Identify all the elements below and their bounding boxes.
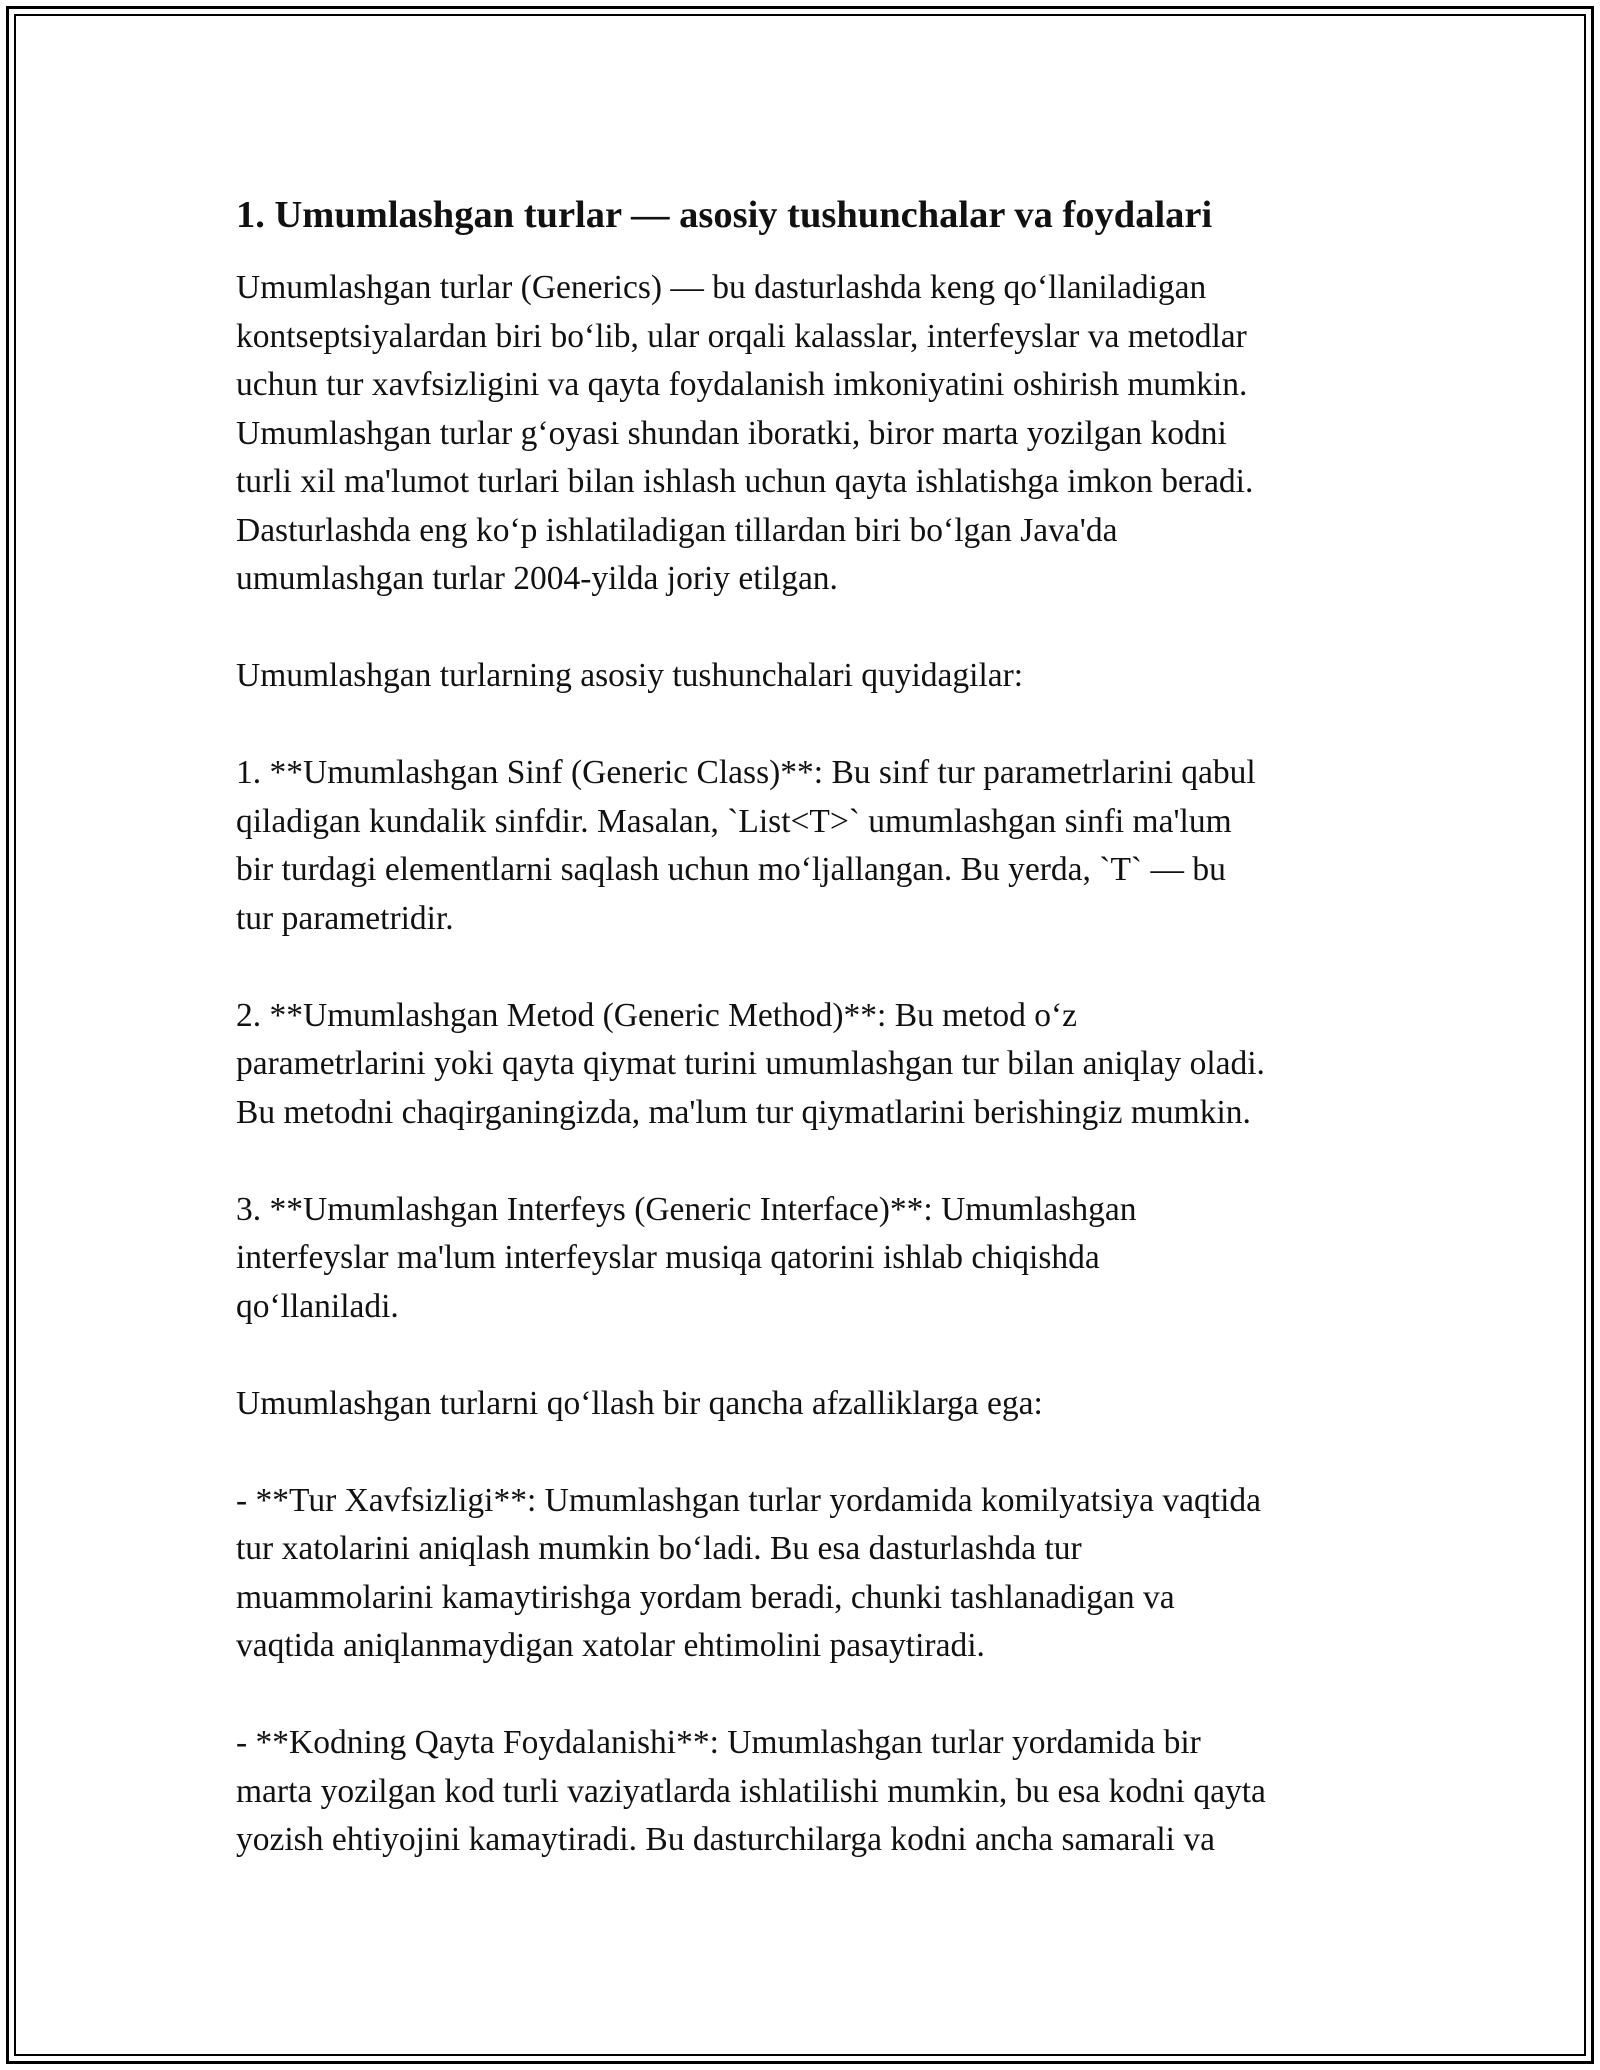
- paragraph-gap: [236, 604, 1376, 653]
- paragraph-gap: [236, 1331, 1376, 1380]
- intro-paragraph: Umumlashgan turlar (Generics) — bu dasturlashda keng qo‘llaniladigan kontseptsiyalardan biri bo‘lib, ular orqali kalasslar, interfeyslar va metodlar uchun tur xavfsizligini va qayta foydalanish imkoniyatini oshirish mumkin. Umumlashgan turlar g‘oyasi shundan iboratki, biror marta yozilgan kodni turli xil ma'lumot turlari bilan ishlash uchun qayta ishlatishga imkon beradi. Dasturlashda eng ko‘p ishlatiladigan tillardan biri bo‘lgan Java'da umumlashgan turlar 2004-yilda joriy etilgan.: [236, 269, 1254, 597]
- concepts-intro-paragraph: Umumlashgan turlarning asosiy tushunchalari quyidagilar:: [236, 657, 1024, 694]
- section-heading: 1. Umumlashgan turlar — asosiy tushunchalar va foydalari: [236, 194, 1213, 236]
- code-reuse-paragraph: - **Kodning Qayta Foydalanishi**: Umumlashgan turlar yordamida bir marta yozilgan kod turli vaziyatlarda ishlatilishi mumkin, bu esa kodni qayta yozish ehtiyojini kamaytiradi. Bu dasturchilarga kodni ancha samarali va: [236, 1724, 1266, 1858]
- document-body: [236, 186, 1376, 1865]
- generic-method-paragraph: 2. **Umumlashgan Metod (Generic Method)**: Bu metod o‘z parametrlarini yoki qayta qiymat turini umumlashgan tur bilan aniqlay oladi. Bu metodni chaqirganingizda, ma'lum tur qiymatlarini berishingiz mumkin.: [236, 996, 1265, 1131]
- type-safety-paragraph: - **Tur Xavfsizligi**: Umumlashgan turlar yordamida komilyatsiya vaqtida tur xatolarini aniqlash mumkin bo‘ladi. Bu esa dasturlashda tur muammolarini kamaytirishga yordam beradi, chunki tashlanadigan va vaqtida aniqlanmaydigan xatolar ehtimolini pasaytiradi.: [236, 1481, 1261, 1664]
- generic-interface-paragraph: 3. **Umumlashgan Interfeys (Generic Interface)**: Umumlashgan interfeyslar ma'lum interfeyslar musiqa qatorini ishlab chiqishda qo‘llaniladi.: [236, 1190, 1137, 1325]
- paragraph-gap: [236, 1137, 1376, 1186]
- paragraph-gap: [236, 701, 1376, 750]
- paragraph-gap: [236, 943, 1376, 992]
- advantages-intro-paragraph: Umumlashgan turlarni qo‘llash bir qancha afzalliklarga ega:: [236, 1384, 1043, 1422]
- paragraph-gap: [236, 1428, 1376, 1477]
- generic-class-paragraph: 1. **Umumlashgan Sinf (Generic Class)**: Bu sinf tur parametrlarini qabul qiladigan kundalik sinfdir. Masalan, `List<T>` umumlashgan sinfi ma'lum bir turdagi elementlarni saqlash uchun mo‘ljallangan. Bu yerda, `T` — bu tur parametridir.: [236, 754, 1256, 937]
- paragraph-gap: [236, 1671, 1376, 1720]
